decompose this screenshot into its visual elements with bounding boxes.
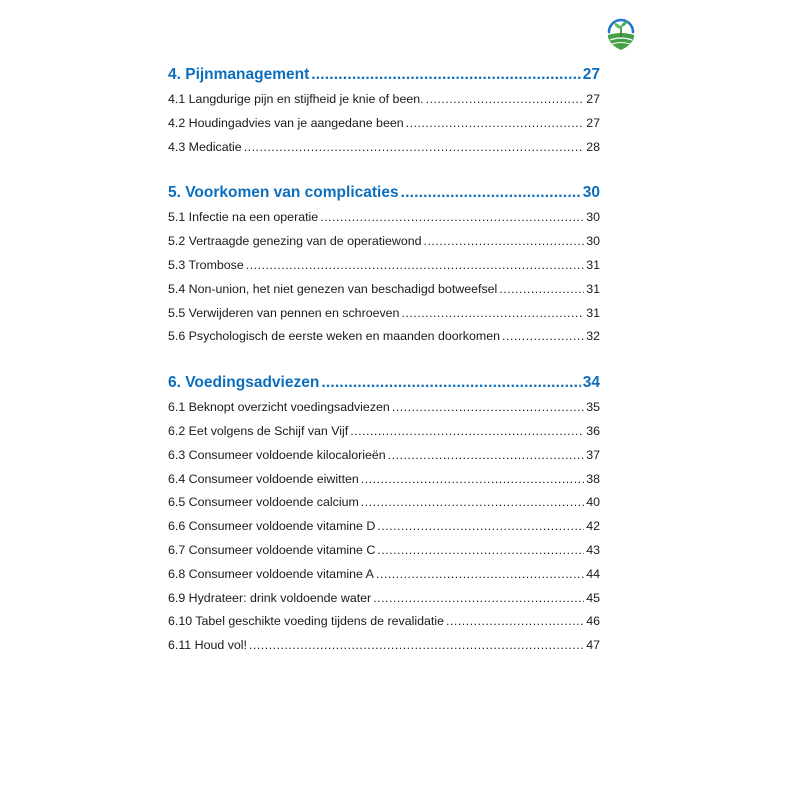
toc-leader-dots bbox=[502, 329, 584, 343]
toc-entry-page: 38 bbox=[586, 471, 600, 486]
toc-heading-row[interactable] bbox=[168, 66, 600, 92]
toc-entry-row[interactable] bbox=[168, 472, 600, 496]
toc-entry-row[interactable] bbox=[168, 614, 600, 638]
toc-leader-dots bbox=[361, 495, 584, 509]
toc-leader-dots bbox=[426, 92, 585, 106]
toc-entry-page: 31 bbox=[586, 257, 600, 272]
toc-leader-dots bbox=[249, 638, 584, 652]
toc-entry-title: 6.4 Consumeer voldoende eiwitten bbox=[168, 471, 359, 486]
toc-entry-page: 42 bbox=[586, 519, 600, 534]
toc-leader-dots bbox=[424, 234, 585, 248]
toc-entry-title: 6.5 Consumeer voldoende calcium bbox=[168, 495, 359, 510]
toc-entry-title: 6.7 Consumeer voldoende vitamine C bbox=[168, 542, 376, 557]
toc-leader-dots bbox=[499, 282, 584, 296]
toc-entry-row[interactable] bbox=[168, 567, 600, 591]
toc-entry-page: 40 bbox=[586, 495, 600, 510]
toc-entry-page: 35 bbox=[586, 400, 600, 415]
toc-entry-row[interactable] bbox=[168, 116, 600, 140]
toc-entry-page: 43 bbox=[586, 542, 600, 557]
toc-entry-row[interactable] bbox=[168, 495, 600, 519]
toc-entry-page: 28 bbox=[586, 139, 600, 154]
toc-leader-dots bbox=[392, 400, 584, 414]
toc-entry-row[interactable] bbox=[168, 92, 600, 116]
toc-entry-row[interactable] bbox=[168, 519, 600, 543]
toc-heading-row[interactable] bbox=[168, 374, 600, 400]
toc-heading-page: 27 bbox=[582, 66, 600, 83]
toc-leader-dots bbox=[406, 116, 585, 130]
toc-entry-row[interactable] bbox=[168, 258, 600, 282]
toc-leader-dots bbox=[373, 591, 584, 605]
toc-leader-dots bbox=[321, 374, 580, 392]
toc-leader-dots bbox=[388, 448, 585, 462]
toc-entry-row[interactable] bbox=[168, 282, 600, 306]
toc-leader-dots bbox=[246, 258, 584, 272]
toc-leader-dots bbox=[311, 66, 580, 84]
toc-entry-page: 31 bbox=[586, 305, 600, 320]
toc-entry-title: 6.2 Eet volgens de Schijf van Vijf bbox=[168, 423, 349, 438]
toc-heading-page: 34 bbox=[582, 374, 600, 392]
toc-entry-row[interactable] bbox=[168, 234, 600, 258]
leaf-sprout-logo-icon bbox=[604, 15, 638, 51]
toc-entry-page: 44 bbox=[586, 566, 600, 581]
toc-leader-dots bbox=[377, 543, 584, 557]
toc-heading-title: 4. Pijnmanagement bbox=[168, 66, 310, 83]
toc-entry-title: 6.8 Consumeer voldoende vitamine A bbox=[168, 566, 374, 581]
toc-entry-row[interactable] bbox=[168, 210, 600, 234]
brand-logo bbox=[604, 15, 638, 51]
toc-heading-title: 5. Voorkomen van complicaties bbox=[168, 184, 399, 202]
toc-entry-page: 45 bbox=[586, 590, 600, 605]
toc-entry-row[interactable] bbox=[168, 448, 600, 472]
toc-entry-title: 6.6 Consumeer voldoende vitamine D bbox=[168, 519, 376, 534]
toc-heading-row[interactable] bbox=[168, 184, 600, 210]
toc-entry-row[interactable] bbox=[168, 424, 600, 448]
toc-entry-title: 6.3 Consumeer voldoende kilocalorieën bbox=[168, 447, 386, 462]
toc-entry-page: 30 bbox=[586, 234, 600, 249]
toc-entry-row[interactable] bbox=[168, 400, 600, 424]
toc-leader-dots bbox=[401, 306, 584, 320]
toc-entry-page: 31 bbox=[586, 281, 600, 296]
toc-section bbox=[168, 184, 600, 353]
toc-entry-title: 6.1 Beknopt overzicht voedingsadviezen bbox=[168, 400, 390, 415]
toc-entry-row[interactable] bbox=[168, 329, 600, 353]
toc-entry-title: 5.6 Psychologisch de eerste weken en maanden doorkomen bbox=[168, 329, 501, 344]
table-of-contents bbox=[168, 66, 600, 662]
toc-section bbox=[168, 374, 600, 662]
toc-leader-dots bbox=[376, 567, 584, 581]
toc-entry-page: 37 bbox=[586, 447, 600, 462]
toc-leader-dots bbox=[446, 614, 584, 628]
toc-entry-title: 4.3 Medicatie bbox=[168, 139, 242, 154]
toc-heading-title: 6. Voedingsadviezen bbox=[168, 374, 320, 392]
toc-entry-title: 6.11 Houd vol! bbox=[168, 638, 247, 653]
toc-entry-page: 27 bbox=[586, 92, 600, 106]
toc-entry-page: 46 bbox=[586, 614, 600, 629]
toc-entry-title: 6.9 Hydrateer: drink voldoende water bbox=[168, 590, 372, 605]
toc-entry-page: 27 bbox=[586, 115, 600, 130]
toc-entry-row[interactable] bbox=[168, 638, 600, 662]
toc-entry-title: 5.5 Verwijderen van pennen en schroeven bbox=[168, 305, 400, 320]
toc-entry-page: 36 bbox=[586, 423, 600, 438]
toc-entry-row[interactable] bbox=[168, 306, 600, 330]
toc-entry-row[interactable] bbox=[168, 140, 600, 164]
toc-leader-dots bbox=[401, 184, 581, 202]
toc-section bbox=[168, 66, 600, 163]
toc-entry-row[interactable] bbox=[168, 591, 600, 615]
toc-leader-dots bbox=[244, 140, 585, 154]
toc-heading-page: 30 bbox=[582, 184, 600, 202]
toc-entry-page: 32 bbox=[586, 329, 600, 344]
toc-entry-title: 4.1 Langdurige pijn en stijfheid je knie of been. bbox=[168, 92, 424, 106]
toc-entry-title: 5.4 Non-union, het niet genezen van beschadigd botweefsel bbox=[168, 281, 498, 296]
toc-leader-dots bbox=[361, 472, 584, 486]
toc-entry-page: 30 bbox=[586, 210, 600, 225]
toc-leader-dots bbox=[320, 210, 584, 224]
toc-leader-dots bbox=[350, 424, 584, 438]
toc-entry-title: 4.2 Houdingadvies van je aangedane been bbox=[168, 115, 404, 130]
toc-entry-title: 5.3 Trombose bbox=[168, 257, 244, 272]
toc-entry-title: 5.2 Vertraagde genezing van de operatiewond bbox=[168, 234, 422, 249]
toc-entry-row[interactable] bbox=[168, 543, 600, 567]
toc-entry-title: 6.10 Tabel geschikte voeding tijdens de revalidatie bbox=[168, 614, 444, 629]
toc-leader-dots bbox=[377, 519, 584, 533]
toc-entry-title: 5.1 Infectie na een operatie bbox=[168, 210, 319, 225]
toc-entry-page: 47 bbox=[586, 638, 600, 653]
